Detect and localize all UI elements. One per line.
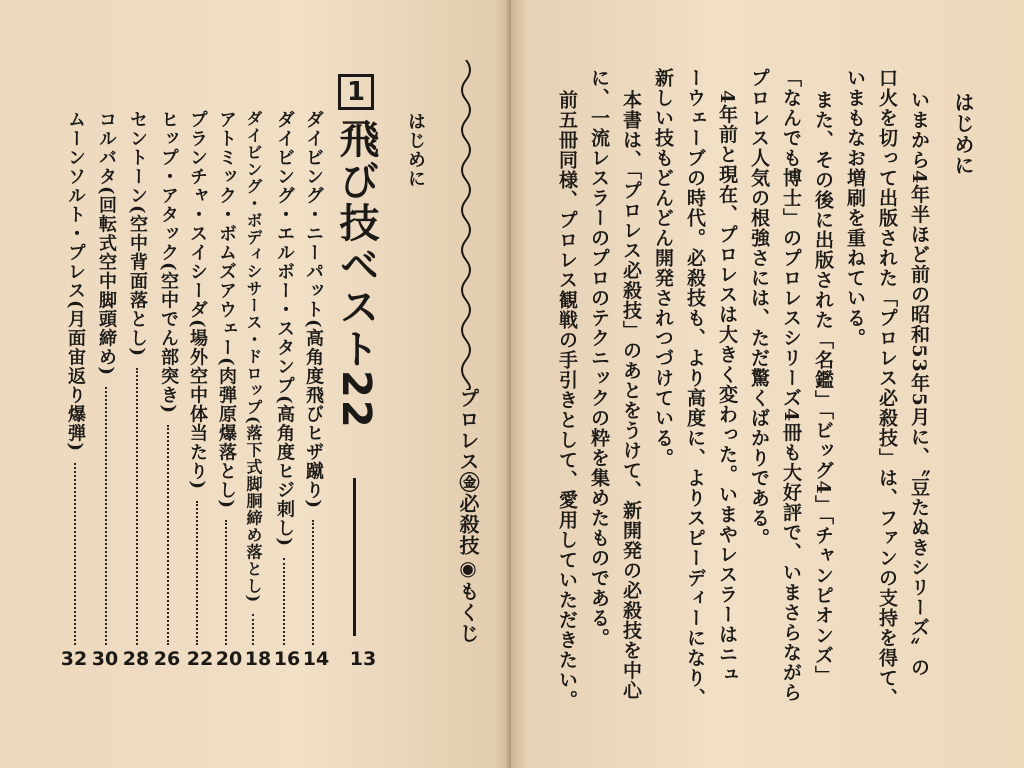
toc-entry [93,110,119,649]
toc-entry-page: 14 [302,648,330,670]
chapter-page-number: 13 [349,648,377,670]
toc-entry-page: 18 [244,648,272,670]
toc-entry-title: セントーン(空中背面落とし) [127,110,148,358]
foreword-line: プロレス人気の根強さには、ただ驚くばかりである。 [748,68,770,548]
foreword-line: 前五冊同様、プロレス観戦の手引きとして、愛用していただきたい。 [556,90,578,710]
toc-entry [242,110,265,649]
toc-entry-page: 32 [60,648,88,670]
toc-entry-page: 20 [215,648,243,670]
foreword-heading: はじめに [951,92,975,176]
foreword-line: 口火を切って出版された「プロレス必殺技」は、ファンの支持を得て、 [876,68,898,708]
chapter-number: 1 [338,74,374,110]
toc-leader-dots [167,425,169,645]
toc-entry-title: ムーンソルト・プレス(月面宙返り爆弾) [65,110,86,453]
toc-entry-title: アトミック・ボムズアウェー(肉弾原爆落とし) [216,110,237,510]
toc-leader-dots [136,368,138,645]
toc-entry [184,110,210,649]
book-title: プロレス㊎必殺技◉もくじ [456,388,480,644]
foreword-line: 「なんでも博士」のプロレスシリーズ4冊も大好評で、いまさらながら [780,68,802,703]
toc-entry [300,110,326,649]
toc-leader-dots [105,387,107,645]
toc-leader-dots [74,463,76,645]
toc-entry [271,110,297,649]
toc-entry-title: ダイビング・エルボー・スタンプ(高角度ヒジ刺し) [274,110,295,548]
foreword-line: 本書は、「プロレス必殺技」のあとをうけて、新開発の必殺技を中心 [620,90,642,701]
toc-leader-dots [196,501,198,645]
toc-entry-page: 28 [122,648,150,670]
foreword-line: 新しい技もどんどん開発されつづけている。 [652,68,674,468]
toc-entry [155,110,181,649]
toc-intro: はじめに [405,112,426,188]
foreword-line: 4年前と現在、プロレスは大きく変わった。いまやレスラーはニュ [716,90,738,685]
toc-leader-dots [283,558,285,645]
toc-entry-title: ダイビング・ボディシサース・ドロップ(落下式脚胴締め落とし) [244,110,263,604]
toc-entry-page: 30 [91,648,119,670]
toc-entry-title: コルバタ(回転式空中脚頭締め) [96,110,117,377]
left-page-contents [0,0,511,768]
toc-entry-title: ヒップ・アタック(空中でん部突き) [158,110,179,415]
toc-leader-dots [225,520,227,645]
toc-entry [124,110,150,649]
toc-entry [213,110,239,649]
wavy-rule-icon [455,60,477,390]
foreword-line: ーウェーブの時代。必殺技も、より高度に、よりスピーディーになり、 [684,68,706,708]
chapter-title: 飛び技ベスト22 [333,118,379,430]
toc-entry [62,110,88,649]
foreword-line: いまもなお増刷を重ねている。 [844,68,866,348]
chapter-rule [353,478,356,636]
toc-entry-page: 26 [153,648,181,670]
toc-entry-title: プランチャ・スイシーダ(場外空中体当たり) [187,110,208,491]
toc-entry-page: 22 [186,648,214,670]
foreword-line: に、一流レスラーのプロのテクニックの粋を集めたものである。 [588,68,610,648]
right-page-foreword [511,0,1024,768]
toc-entry-title: ダイビング・ニーパット(高角度飛びヒザ蹴り) [303,110,324,510]
toc-leader-dots [252,614,254,645]
toc-leader-dots [312,520,314,645]
foreword-line: いまから4年半ほど前の昭和53年5月に、〝豆たぬきシリーズ〟の [908,90,930,678]
foreword-line: また、その後に出版された「名鑑」「ビッグ4」「チャンピオンズ」 [812,90,834,686]
toc-entry-page: 16 [273,648,301,670]
